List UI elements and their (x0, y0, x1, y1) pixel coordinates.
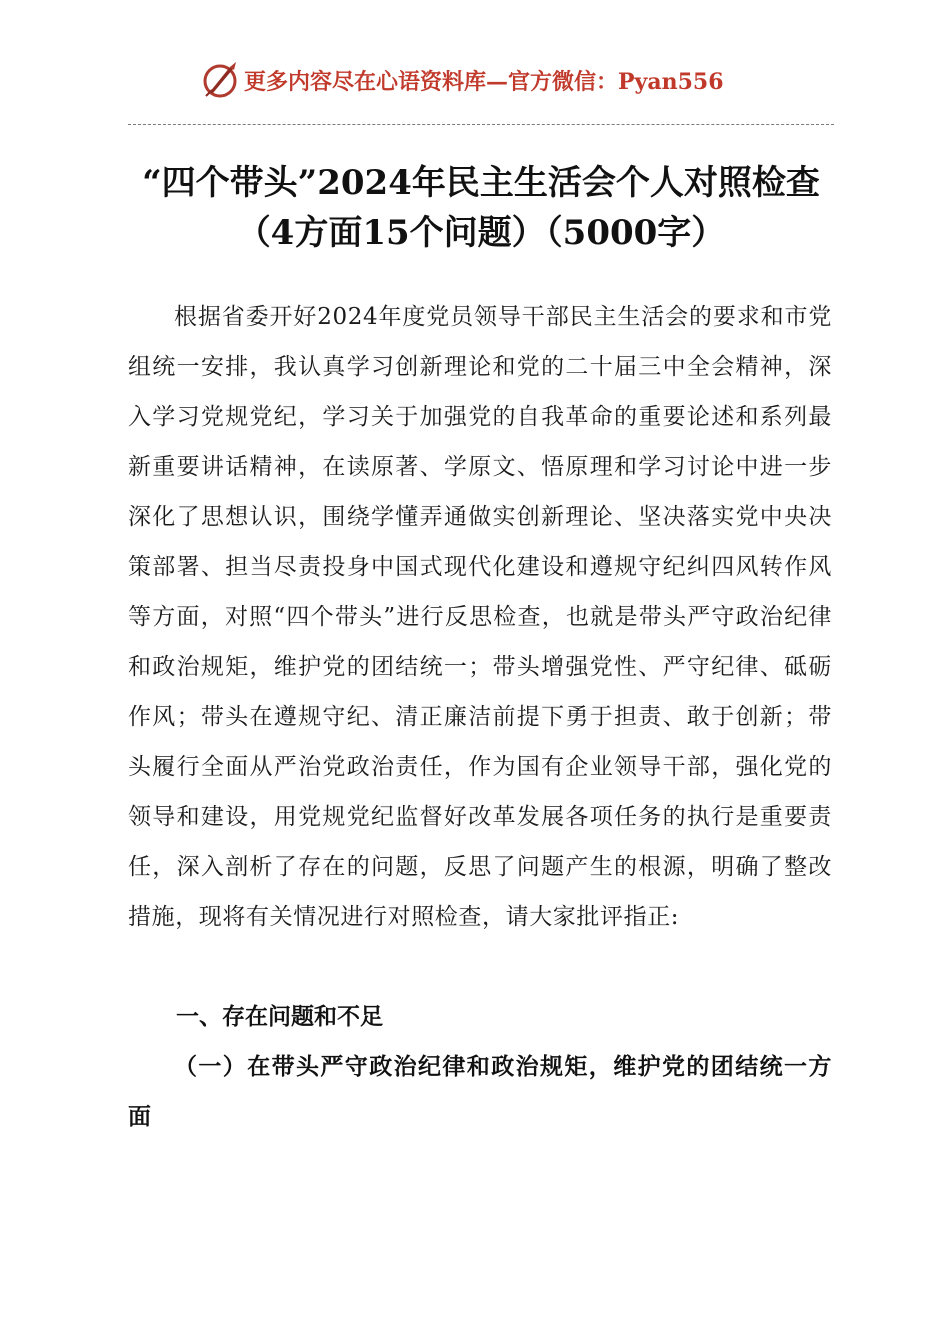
document-title: “四个带头”2024年民主生活会个人对照检查（4方面15个问题）（5000字） (142, 163, 820, 253)
page-header (200, 58, 724, 102)
header-divider (128, 124, 834, 125)
quill-pen-circle-icon (200, 60, 240, 100)
document-body (128, 292, 832, 942)
header-banner-text: 更多内容尽在心语资料库—官方微信：Pyan556 (244, 68, 724, 95)
intro-paragraph: 根据省委开好2024年度党员领导干部民主生活会的要求和市党组统一安排，我认真学习创新理论和党的二十届三中全会精神，深入学习党规党纪，学习关于加强党的自我革命的重要论述和系列最新重要讲话精神，在读原著、学原文、悟原理和学习讨论中进一步深化了思想认识，围绕学懂弄通做实创新理论、坚决落实党中央决策部署、担当尽责投身中国式现代化建设和遵规守纪纠四风转作风等方面，对照“四个带头”进行反思检查，也就是带头严守政治纪律和政治规矩，维护党的团结统一；带头增强党性、严守纪律、砥砺作风；带头在遵规守纪、清正廉洁前提下勇于担责、敢于创新；带头履行全面从严治党政治责任，作为国有企业领导干部，强化党的领导和建设，用党规党纪监督好改革发展各项任务的执行是重要责任，深入剖析了存在的问题，反思了问题产生的根源，明确了整改措施，现将有关情况进行对照检查，请大家批评指正: (128, 304, 832, 930)
sub-heading: （一）在带头严守政治纪律和政治规矩，维护党的团结统一方面 (128, 1053, 832, 1130)
section-heading: 一、存在问题和不足 (176, 1003, 383, 1030)
